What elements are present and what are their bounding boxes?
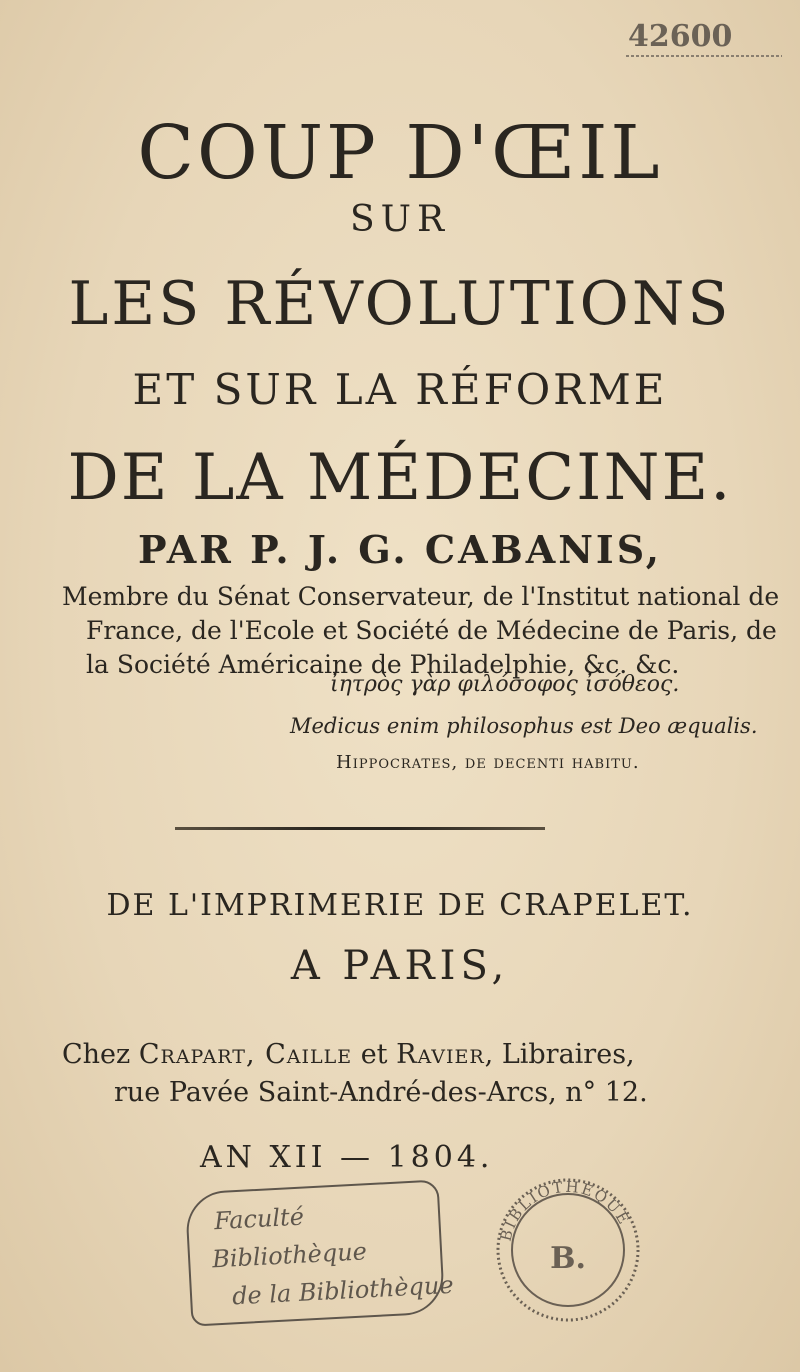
libraires-label: , Libraires, [484,1039,635,1070]
epigraph-attribution: Hippocrates, de decenti habitu. [336,752,640,773]
inscription-line-2: Bibliothèque [211,1237,368,1274]
title-line-2: SUR [349,199,451,240]
year-line: AN XII — 1804. [200,1140,494,1175]
title-line-5: DE LA MÉDECINE. [67,441,733,515]
booksellers-and: et [360,1039,388,1070]
svg-text:BIBLIOTHÈQUE [497,1178,634,1243]
bookseller-ravier: Ravier [396,1039,485,1070]
corner-shelfmark-text: 42600 [628,19,733,54]
author-affiliation [62,580,780,682]
handwritten-inscription [185,1179,455,1326]
author-line: PAR P. J. G. CABANIS, [137,527,663,572]
corner-shelfmark [618,14,788,60]
inscription-line-1: Faculté [213,1202,305,1236]
stamp-letter: B. [550,1241,586,1276]
inscription-line-3: de la Bibliothèque [231,1270,455,1311]
booksellers-names: Crapart, Caille [138,1039,353,1070]
chez-label: Chez [62,1039,131,1070]
title-line-4: ET SUR LA RÉFORME [132,365,668,414]
affiliation-line-3: la Société Américaine de Philadelphie, &c. &c. [86,650,680,679]
printer-line: DE L'IMPRIMERIE DE CRAPELET. [106,888,694,923]
divider-rule [175,827,545,830]
affiliation-line-1: Membre du Sénat Conservateur, de l'Institut national de [62,582,780,611]
title-line-1: COUP D'ŒIL [137,110,663,196]
epigraph-latin: Medicus enim philosophus est Deo æqualis. [290,714,758,738]
stamp-text: BIBLIOTHÈQUE [496,1177,634,1243]
booksellers-block [62,1036,742,1112]
title-line-3: LES RÉVOLUTIONS [68,269,732,339]
city-line: A PARIS, [290,943,510,989]
library-stamp-icon [488,1168,648,1328]
address-line: rue Pavée Saint-André-des-Arcs, n° 12. [114,1077,648,1108]
affiliation-line-2: France, de l'Ecole et Société de Médecine de Paris, de [86,616,777,645]
epigraph-greek: ἰητρὸς γὰρ φιλόσοφος ἰσόθεος. [330,672,680,697]
